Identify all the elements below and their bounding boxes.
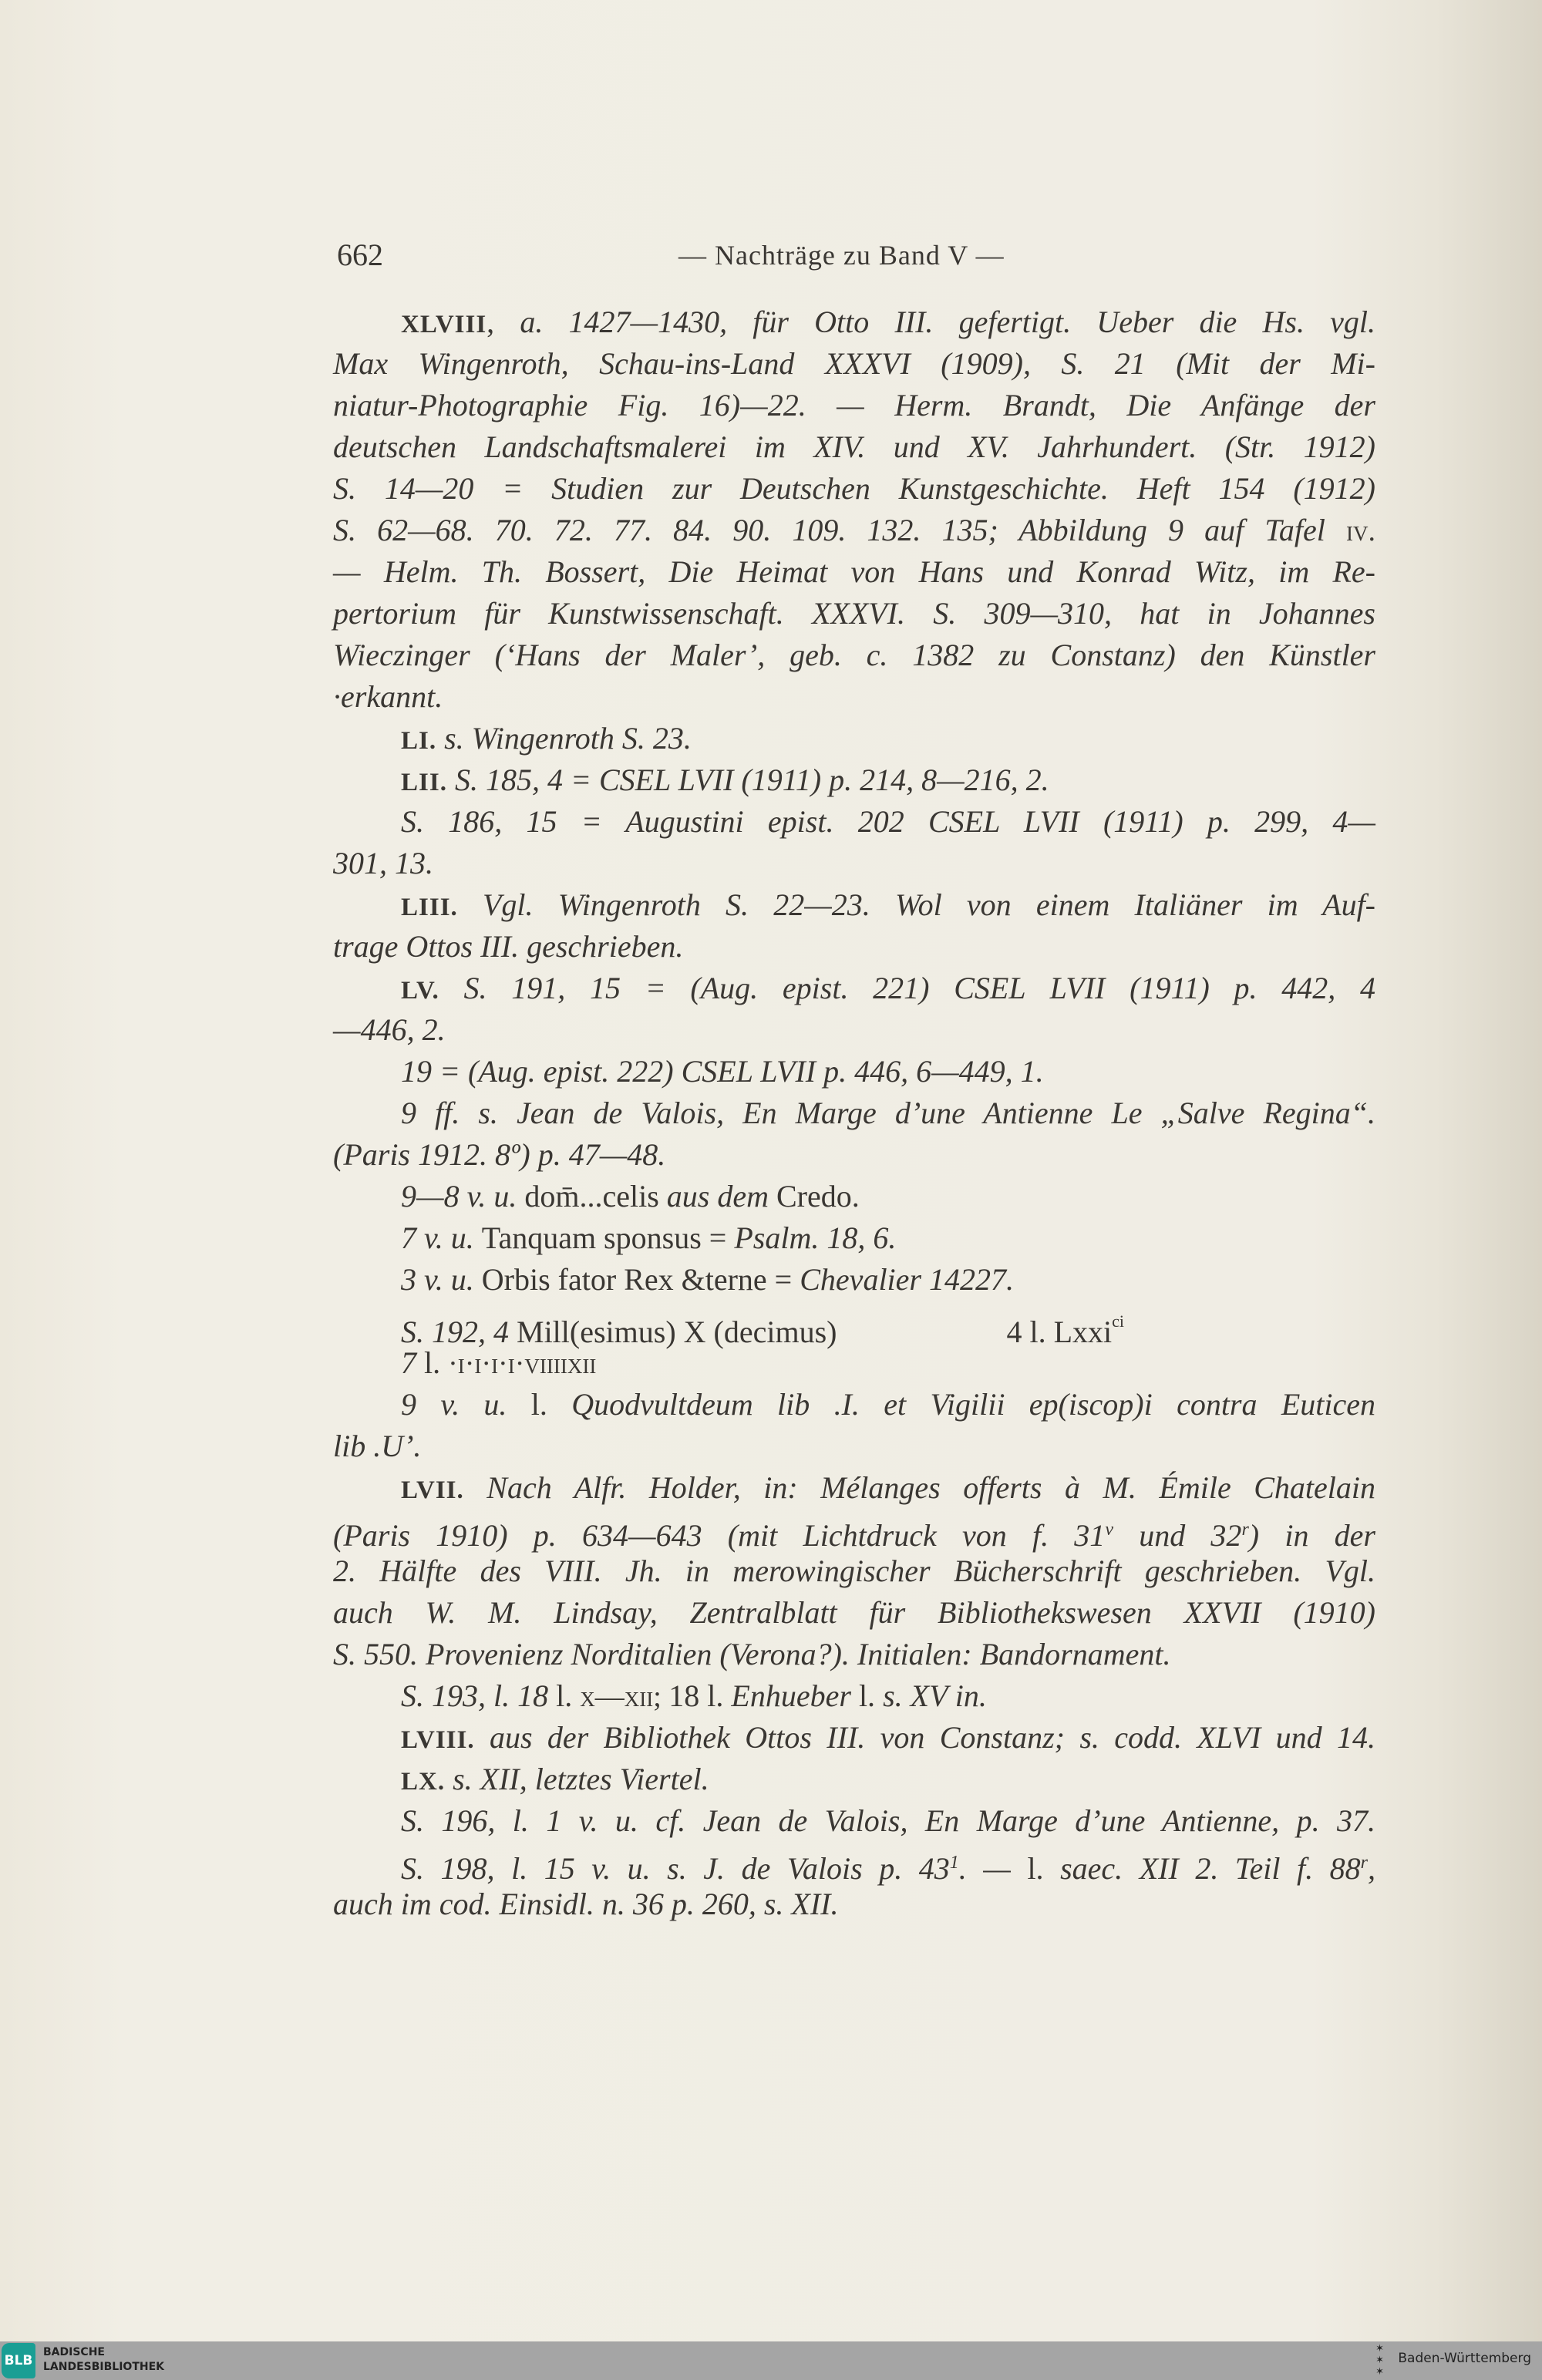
text-run: Quodvultdeum lib .I. et Vigilii ep(iscop)i contra Euticen [571,1387,1375,1422]
text-run: aus der Bibliothek Ottos III. von Constanz; s. codd. XLVI und 14. [474,1720,1375,1755]
text-line [333,1134,1375,1176]
text-run: Max Wingenroth, Schau-ins-Land XXXVI (1909), S. 21 (Mit der Mi- [333,346,1375,381]
text-run: v [1105,1520,1113,1540]
text-line [333,301,1375,343]
entry-numeral: LI. [401,727,437,755]
text-run: ·erkannt. [333,679,443,714]
text-run: deutschen Landschaftsmalerei im XIV. und XV. Jahrhundert. (Str. 1912) [333,429,1375,464]
text-run: l. [1027,1851,1061,1886]
text-run: 7 v. u. [401,1220,482,1255]
text-line [333,1259,1375,1301]
text-line [333,1217,1375,1259]
text-run: S. 192, 4 [401,1315,517,1349]
text-run: auch im cod. Einsidl. n. 36 p. 260, s. XII. [333,1887,839,1921]
text-run: l. [530,1387,572,1422]
text-line [333,1717,1375,1759]
state-logo-text[interactable]: Baden-Württemberg [1398,2351,1531,2366]
text-line [333,676,1375,718]
text-run: Tanquam sponsus = [481,1220,735,1255]
entry-numeral: LX. [401,1768,446,1796]
text-run: ·i·i·i·i·viiiixii [448,1348,597,1380]
text-run: , [487,305,520,339]
text-run: S. 550. Provenienz Norditalien (Verona?). Initialen: Bandornament. [333,1637,1171,1671]
text-run: S. 193, l. 18 [401,1678,557,1713]
text-run: 3 v. u. [401,1262,482,1297]
text-run: Credo. [776,1179,860,1214]
text-run: , [1368,1851,1375,1886]
text-line [333,1176,1375,1217]
text-run: 9 v. u. [401,1387,531,1422]
running-head: — Nachträge zu Band V — [678,240,1005,271]
text-run: auch W. M. Lindsay, Zentralblatt für Bibliothekswesen XXVII (1910) [333,1595,1375,1630]
text-run: S. 198, l. 15 v. u. s. J. de Valois p. 43 [401,1851,950,1886]
text-line [333,1301,1375,1349]
text-run: x—xii; [580,1681,669,1713]
text-line [333,343,1375,385]
text-run: dom̄...celis [524,1179,667,1214]
text-line [333,1009,1375,1051]
text-line [333,1592,1375,1634]
page-number: 662 [337,237,383,272]
text-run: Mill(esimus) X (decimus) [517,1315,837,1349]
text-line [333,1467,1375,1509]
text-run: aus dem [666,1179,776,1214]
text-run: 301, 13. [333,846,433,880]
text-run: 7 [401,1345,424,1380]
text-run: (Paris 1910) p. 634—643 (mit Lichtdruck von f. 31 [333,1518,1106,1553]
text-line [333,635,1375,676]
text-run: Wieczinger (‘Hans der Maler’, geb. c. 1382 zu Constanz) den Künstler [333,638,1375,672]
text-line [333,801,1375,843]
text-run: Enhueber [731,1678,859,1713]
library-name-line2: LANDESBIBLIOTHEK [43,2361,165,2373]
text-line [333,385,1375,426]
text-run: l. [858,1678,884,1713]
text-line [333,593,1375,635]
text-line [333,1634,1375,1675]
text-line [333,1342,1375,1384]
text-run: 18 l. [668,1678,732,1713]
text-run: a. 1427—1430, für Otto III. gefertigt. Ueber die Hs. vgl. [520,305,1376,339]
text-line [333,884,1375,926]
text-line [333,1800,1375,1842]
text-line [333,1509,1375,1553]
text-line [333,1842,1375,1886]
blb-logo[interactable]: BLB [2,2343,35,2378]
library-name-line1: BADISCHE [43,2346,105,2358]
text-line [333,1550,1375,1592]
text-run: r [1241,1520,1249,1540]
text-run: ci [1112,1311,1125,1331]
text-run: —446, 2. [333,1012,446,1047]
text-run: S. 186, 15 = Augustini epist. 202 CSEL LVII (1911) p. 299, 4— [401,804,1375,839]
text-run: s. XV in. [883,1678,987,1713]
text-line [333,926,1375,968]
text-run: 19 = (Aug. epist. 222) CSEL LVII p. 446, 6—449, 1. [401,1054,1044,1089]
coat-of-arms-icon: ✶ ✶ ✶ [1375,2343,1384,2378]
text-run: (Paris 1912. 8º) p. 47—48. [333,1137,666,1172]
entry-numeral: LVII. [401,1476,464,1504]
text-run: Vgl. Wingenroth S. 22—23. Wol von einem Italiäner im Auf- [457,887,1375,922]
entry-numeral: XLVIII [401,311,487,338]
footer-bar [0,2341,1542,2380]
text-line [333,1883,1375,1925]
text-run: — Helm. Th. Bossert, Die Heimat von Hans und Konrad Witz, im Re- [333,554,1375,589]
entry-numeral: LV. [401,977,439,1005]
text-run: trage Ottos III. geschrieben. [333,929,684,964]
text-run: Chevalier 14227. [800,1262,1014,1297]
text-line [333,1384,1375,1426]
text-run: . — [958,1851,1028,1886]
text-line [333,1675,1375,1717]
text-line [333,1426,1375,1467]
text-run: saec. XII 2. Teil f. 88 [1060,1851,1361,1886]
text-run: S. 185, 4 = CSEL LVII (1911) p. 214, 8—216, 2. [446,762,1049,797]
text-line [333,759,1375,801]
text-run: S. 14—20 = Studien zur Deutschen Kunstgeschichte. Heft 154 (1912) [333,471,1375,506]
text-run: Nach Alfr. Holder, in: Mélanges offerts à M. Émile Chatelain [463,1470,1375,1505]
text-line [333,843,1375,884]
text-line [333,1759,1375,1800]
text-line [333,1092,1375,1134]
text-line [333,510,1375,551]
text-line [333,426,1375,468]
text-run: lib .U’. [333,1429,422,1463]
text-line [333,968,1375,1009]
text-run: 9 ff. s. Jean de Valois, En Marge d’une Antienne Le „Salve Regina“. [401,1096,1375,1130]
text-run: 2. Hälfte des VIII. Jh. in merowingischer Bücherschrift geschrieben. Vgl. [333,1554,1375,1588]
text-run: ) in der [1248,1518,1375,1553]
entry-numeral: LIII. [401,894,458,921]
text-run: 9—8 v. u. [401,1179,525,1214]
text-run: und 32 [1113,1518,1242,1553]
text-run: r [1360,1853,1368,1873]
text-run: 1 [949,1853,959,1873]
text-run: l. [556,1678,581,1713]
text-line [333,468,1375,510]
text-line [333,551,1375,593]
text-run: S. 196, l. 1 v. u. cf. Jean de Valois, En Marge d’une Antienne, p. 37. [401,1803,1375,1838]
text-run: s. XII, letztes Viertel. [445,1762,709,1796]
text-run: S. 62—68. 70. 72. 77. 84. 90. 109. 132. 135; Abbildung 9 auf Tafel [333,513,1346,547]
text-run: iv. [1346,515,1375,547]
text-line [333,1051,1375,1092]
text-run: s. Wingenroth S. 23. [436,721,692,756]
text-run: Psalm. 18, 6. [734,1220,897,1255]
entry-numeral: LII. [401,769,447,796]
entry-numeral: LVIII. [401,1726,475,1754]
page-body [333,301,1375,1925]
text-run: S. 191, 15 = (Aug. epist. 221) CSEL LVII (1911) p. 442, 4 [439,971,1375,1005]
text-line [333,718,1375,759]
library-name [43,2345,164,2375]
text-run: niatur-Photographie Fig. 16)—22. — Herm. Brandt, Die Anfänge der [333,388,1375,422]
text-run: 4 l. Lxxi [1006,1315,1113,1349]
text-run: l. [424,1345,449,1380]
text-run: Orbis fator Rex &terne = [481,1262,800,1297]
text-run: pertorium für Kunstwissenschaft. XXXVI. S. 309—310, hat in Johannes [333,596,1375,631]
